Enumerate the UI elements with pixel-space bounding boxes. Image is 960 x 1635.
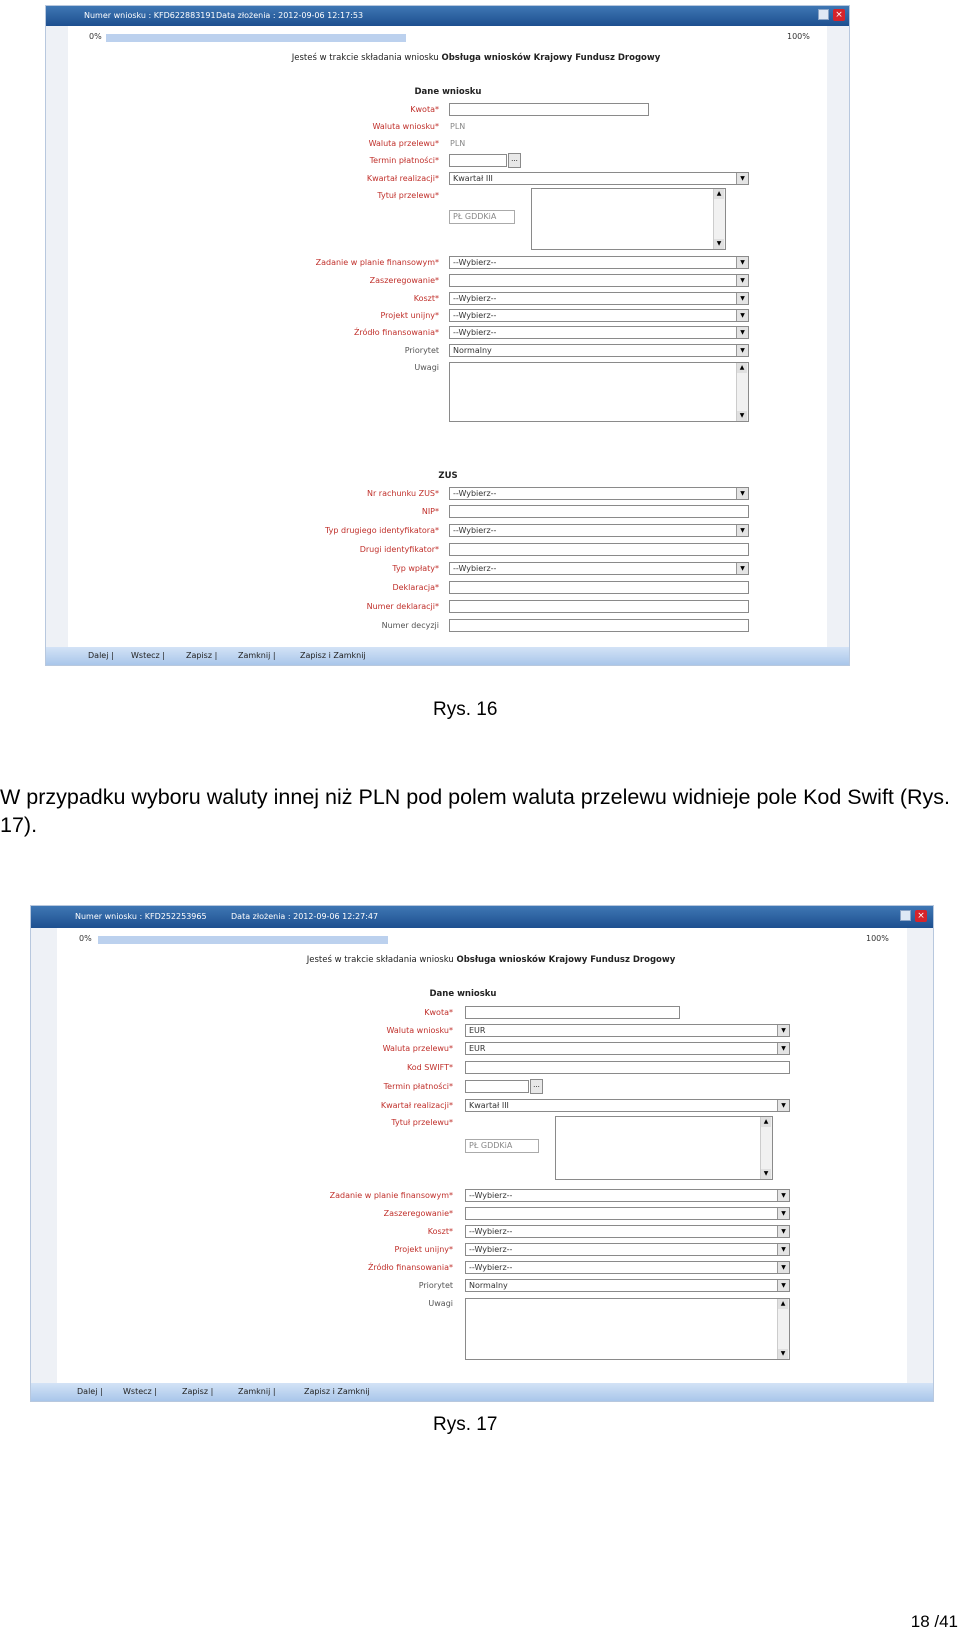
row-waluta-wniosku [46, 120, 849, 135]
chevron-down-icon[interactable]: ▼ [736, 327, 748, 338]
koszt-label: Koszt* [413, 294, 439, 303]
scroll-down-icon[interactable]: ▼ [778, 1349, 788, 1359]
koszt-select[interactable] [465, 1225, 790, 1238]
row-tytul [31, 1116, 933, 1131]
zadanie-value: --Wybierz-- [469, 1191, 513, 1200]
kwartal-select[interactable] [465, 1099, 790, 1112]
scrollbar[interactable] [713, 189, 725, 249]
zadanie-select[interactable] [449, 256, 749, 269]
chevron-down-icon[interactable]: ▼ [736, 257, 748, 268]
body-paragraph: W przypadku wyboru waluty innej niż PLN pod polem waluta przelewu widnieje pole Kod Swift (Rys. 17). [0, 785, 951, 837]
row-priorytet [46, 344, 849, 359]
application-number: Numer wniosku : KFD252253965 [75, 912, 207, 921]
typ-drugiego-select[interactable] [449, 524, 749, 537]
date-picker-button[interactable]: ... [508, 153, 521, 168]
nr-rachunku-label: Nr rachunku ZUS* [366, 489, 439, 498]
termin-input[interactable] [465, 1080, 529, 1093]
row-zadanie [46, 256, 849, 271]
intro-plain: Jesteś w trakcie składania wniosku [306, 955, 454, 965]
chevron-down-icon[interactable]: ▼ [777, 1190, 789, 1201]
kwota-input[interactable] [465, 1006, 680, 1019]
close-icon[interactable]: × [833, 9, 845, 21]
scroll-down-icon[interactable]: ▼ [737, 411, 747, 421]
row-koszt [46, 292, 849, 307]
zrodlo-value: --Wybierz-- [469, 1263, 513, 1272]
kod-swift-label: Kod SWIFT* [406, 1063, 453, 1072]
nip-input[interactable] [449, 505, 749, 518]
caption-fig16: Rys. 16 [433, 699, 498, 720]
deklaracja-label: Deklaracja* [392, 583, 439, 592]
submission-date: Data złożenia : 2012-09-06 12:27:47 [231, 912, 379, 921]
kwartal-select[interactable] [449, 172, 749, 185]
numer-decyzji-label: Numer decyzji [381, 621, 439, 630]
chevron-down-icon[interactable]: ▼ [736, 293, 748, 304]
projekt-label: Projekt unijny* [380, 311, 439, 320]
page-number: 18 /41 [910, 1612, 958, 1631]
row-nip [46, 505, 849, 520]
koszt-select[interactable] [449, 292, 749, 305]
zrodlo-label: Źródło finansowania* [353, 328, 439, 337]
close-icon[interactable]: × [915, 910, 927, 922]
kod-swift-input[interactable] [465, 1061, 790, 1074]
intro-text [176, 53, 776, 63]
projekt-value: --Wybierz-- [453, 311, 497, 320]
uwagi-textarea[interactable] [465, 1298, 790, 1360]
row-deklaracja [46, 581, 849, 596]
chevron-down-icon[interactable]: ▼ [777, 1208, 789, 1219]
window-title-bar [46, 6, 849, 26]
screenshot-fig17 [30, 905, 934, 1402]
waluta-wniosku-label: Waluta wniosku* [372, 122, 439, 131]
uwagi-textarea[interactable] [449, 362, 749, 422]
projekt-select[interactable] [449, 309, 749, 322]
kwartal-value: Kwartał III [453, 174, 493, 183]
priorytet-label: Priorytet [404, 346, 439, 355]
row-kwartal [31, 1099, 933, 1114]
progress-fill [106, 34, 406, 42]
projekt-label: Projekt unijny* [394, 1245, 453, 1254]
typ-wplaty-label: Typ wpłaty* [392, 564, 439, 573]
waluta-wniosku-value: PLN [450, 122, 466, 131]
typ-drugiego-label: Typ drugiego identyfikatora* [325, 526, 439, 535]
numer-deklaracji-input[interactable] [449, 600, 749, 613]
intro-text [191, 955, 791, 965]
priorytet-select[interactable] [465, 1279, 790, 1292]
deklaracja-input[interactable] [449, 581, 749, 594]
row-zaszeregowanie [31, 1207, 933, 1222]
typ-drugiego-value: --Wybierz-- [453, 526, 497, 535]
chevron-down-icon[interactable]: ▼ [777, 1262, 789, 1273]
koszt-label: Koszt* [427, 1227, 453, 1236]
submission-date: Data złożenia : 2012-09-06 12:17:53 [216, 11, 364, 20]
waluta-wniosku-value: EUR [469, 1026, 486, 1035]
kwartal-label: Kwartał realizacji* [366, 174, 439, 183]
zadanie-select[interactable] [465, 1189, 790, 1202]
caption-fig17: Rys. 17 [433, 1414, 498, 1435]
progress-fill [98, 936, 388, 944]
row-numer-decyzji [46, 619, 849, 634]
wstecz-button[interactable]: Wstecz | [123, 1387, 157, 1396]
row-kod-swift [31, 1061, 933, 1076]
chevron-down-icon[interactable]: ▼ [777, 1280, 789, 1291]
chevron-down-icon[interactable]: ▼ [736, 173, 748, 184]
numer-deklaracji-label: Numer deklaracji* [366, 602, 439, 611]
row-kwota [31, 1006, 933, 1021]
waluta-przelewu-value: PLN [450, 139, 466, 148]
scroll-up-icon[interactable]: ▲ [761, 1117, 771, 1127]
row-termin [46, 154, 849, 169]
save-icon[interactable] [818, 9, 829, 20]
progress-start-label: 0% [79, 934, 92, 943]
zapisz-i-zamknij-button[interactable]: Zapisz i Zamknij [304, 1387, 370, 1396]
scrollbar[interactable] [777, 1299, 789, 1359]
chevron-down-icon[interactable]: ▼ [736, 488, 748, 499]
scrollbar[interactable] [760, 1117, 772, 1179]
zaszeregowanie-label: Zaszeregowanie* [369, 276, 439, 285]
row-typ-wplaty [46, 562, 849, 577]
zamknij-button[interactable]: Zamknij | [238, 1387, 276, 1396]
priorytet-select[interactable] [449, 344, 749, 357]
row-koszt [31, 1225, 933, 1240]
row-projekt [31, 1243, 933, 1258]
scrollbar[interactable] [736, 363, 748, 421]
intro-service-name: Obsługa wniosków Krajowy Fundusz Drogowy [441, 53, 661, 63]
zapisz-i-zamknij-button[interactable]: Zapisz i Zamknij [300, 651, 366, 660]
row-numer-deklaracji [46, 600, 849, 615]
window-title-bar [31, 906, 933, 928]
row-projekt [46, 309, 849, 324]
intro-service-name: Obsługa wniosków Krajowy Fundusz Drogowy [456, 955, 676, 965]
progress-start-label: 0% [89, 32, 102, 41]
priorytet-label: Priorytet [418, 1281, 453, 1290]
zrodlo-value: --Wybierz-- [453, 328, 497, 337]
tytul-textarea[interactable] [555, 1116, 773, 1180]
waluta-wniosku-label: Waluta wniosku* [386, 1026, 453, 1035]
projekt-select[interactable] [465, 1243, 790, 1256]
tytul-label: Tytuł przelewu* [391, 1118, 453, 1127]
uwagi-label: Uwagi [414, 363, 439, 372]
intro-plain: Jesteś w trakcie składania wniosku [291, 53, 439, 63]
zrodlo-label: Źródło finansowania* [367, 1263, 453, 1272]
drugi-input[interactable] [449, 543, 749, 556]
priorytet-value: Normalny [453, 346, 492, 355]
zaszeregowanie-select[interactable] [465, 1207, 790, 1220]
typ-wplaty-value: --Wybierz-- [453, 564, 497, 573]
row-waluta-wniosku [31, 1024, 933, 1039]
termin-label: Termin płatności* [383, 1082, 453, 1091]
koszt-value: --Wybierz-- [453, 294, 497, 303]
row-priorytet [31, 1279, 933, 1294]
kwartal-label: Kwartał realizacji* [380, 1101, 453, 1110]
waluta-przelewu-label: Waluta przelewu* [368, 139, 439, 148]
termin-label: Termin płatności* [369, 156, 439, 165]
zapisz-button[interactable]: Zapisz | [182, 1387, 214, 1396]
zapisz-button[interactable]: Zapisz | [186, 651, 218, 660]
action-bar [31, 1383, 933, 1401]
row-drugi [46, 543, 849, 558]
zrodlo-select[interactable] [449, 326, 749, 339]
waluta-przelewu-label: Waluta przelewu* [382, 1044, 453, 1053]
row-zaszeregowanie [46, 274, 849, 289]
zadanie-label: Zadanie w planie finansowym* [329, 1191, 453, 1200]
row-nr-rachunku [46, 487, 849, 502]
row-typ-drugiego [46, 524, 849, 539]
scroll-up-icon[interactable]: ▲ [737, 363, 747, 373]
action-bar [46, 647, 849, 665]
zaszeregowanie-select[interactable] [449, 274, 749, 287]
zadanie-value: --Wybierz-- [453, 258, 497, 267]
row-zadanie [31, 1189, 933, 1204]
row-kwota [46, 103, 849, 118]
section-dane-wniosku: Dane wniosku [414, 87, 482, 97]
chevron-down-icon[interactable]: ▼ [777, 1025, 789, 1036]
koszt-value: --Wybierz-- [469, 1227, 513, 1236]
uwagi-label: Uwagi [428, 1299, 453, 1308]
progress-end-label: 100% [866, 934, 889, 943]
projekt-value: --Wybierz-- [469, 1245, 513, 1254]
wstecz-button[interactable]: Wstecz | [131, 651, 165, 660]
kwartal-value: Kwartał III [469, 1101, 509, 1110]
chevron-down-icon[interactable]: ▼ [777, 1226, 789, 1237]
scroll-up-icon[interactable]: ▲ [714, 189, 724, 199]
row-zrodlo [46, 326, 849, 341]
chevron-down-icon[interactable]: ▼ [736, 275, 748, 286]
chevron-down-icon[interactable]: ▼ [736, 345, 748, 356]
chevron-down-icon[interactable]: ▼ [777, 1244, 789, 1255]
row-termin [31, 1080, 933, 1095]
chevron-down-icon[interactable]: ▼ [736, 310, 748, 321]
dalej-button[interactable]: Dalej | [88, 651, 114, 660]
nr-rachunku-value: --Wybierz-- [453, 489, 497, 498]
zamknij-button[interactable]: Zamknij | [238, 651, 276, 660]
tytul-label: Tytuł przelewu* [377, 191, 439, 200]
screenshot-fig16 [45, 5, 850, 666]
section-dane-wniosku: Dane wniosku [429, 989, 497, 999]
save-icon[interactable] [900, 910, 911, 921]
kwota-label: Kwota* [410, 105, 439, 114]
priorytet-value: Normalny [469, 1281, 508, 1290]
drugi-label: Drugi identyfikator* [359, 545, 439, 554]
dalej-button[interactable]: Dalej | [77, 1387, 103, 1396]
row-waluta-przelewu [46, 137, 849, 152]
kwota-input[interactable] [449, 103, 649, 116]
termin-input[interactable] [449, 154, 507, 167]
date-picker-button[interactable]: ... [530, 1079, 543, 1094]
progress-end-label: 100% [787, 32, 810, 41]
row-tytul [46, 189, 849, 204]
chevron-down-icon[interactable]: ▼ [736, 563, 748, 574]
numer-decyzji-input[interactable] [449, 619, 749, 632]
row-waluta-przelewu [31, 1042, 933, 1057]
nr-rachunku-select[interactable] [449, 487, 749, 500]
zadanie-label: Zadanie w planie finansowym* [315, 258, 439, 267]
kwota-label: Kwota* [424, 1008, 453, 1017]
row-zrodlo [31, 1261, 933, 1276]
waluta-przelewu-value: EUR [469, 1044, 486, 1053]
chevron-down-icon[interactable]: ▼ [777, 1100, 789, 1111]
right-margin [907, 928, 933, 1383]
zaszeregowanie-label: Zaszeregowanie* [383, 1209, 453, 1218]
row-kwartal [46, 172, 849, 187]
scroll-down-icon[interactable]: ▼ [761, 1169, 771, 1179]
nip-label: NIP* [421, 507, 439, 516]
left-margin [31, 928, 57, 1383]
tytul-prefix: PŁ GDDKiA [465, 1139, 539, 1153]
waluta-wniosku-select[interactable] [465, 1024, 790, 1037]
chevron-down-icon[interactable]: ▼ [736, 525, 748, 536]
section-zus: ZUS [438, 471, 458, 481]
zrodlo-select[interactable] [465, 1261, 790, 1274]
typ-wplaty-select[interactable] [449, 562, 749, 575]
scroll-down-icon[interactable]: ▼ [714, 239, 724, 249]
application-number: Numer wniosku : KFD622883191 [84, 11, 216, 20]
chevron-down-icon[interactable]: ▼ [777, 1043, 789, 1054]
tytul-prefix: PŁ GDDKiA [449, 210, 515, 224]
scroll-up-icon[interactable]: ▲ [778, 1299, 788, 1309]
tytul-textarea[interactable] [531, 188, 726, 250]
waluta-przelewu-select[interactable] [465, 1042, 790, 1055]
